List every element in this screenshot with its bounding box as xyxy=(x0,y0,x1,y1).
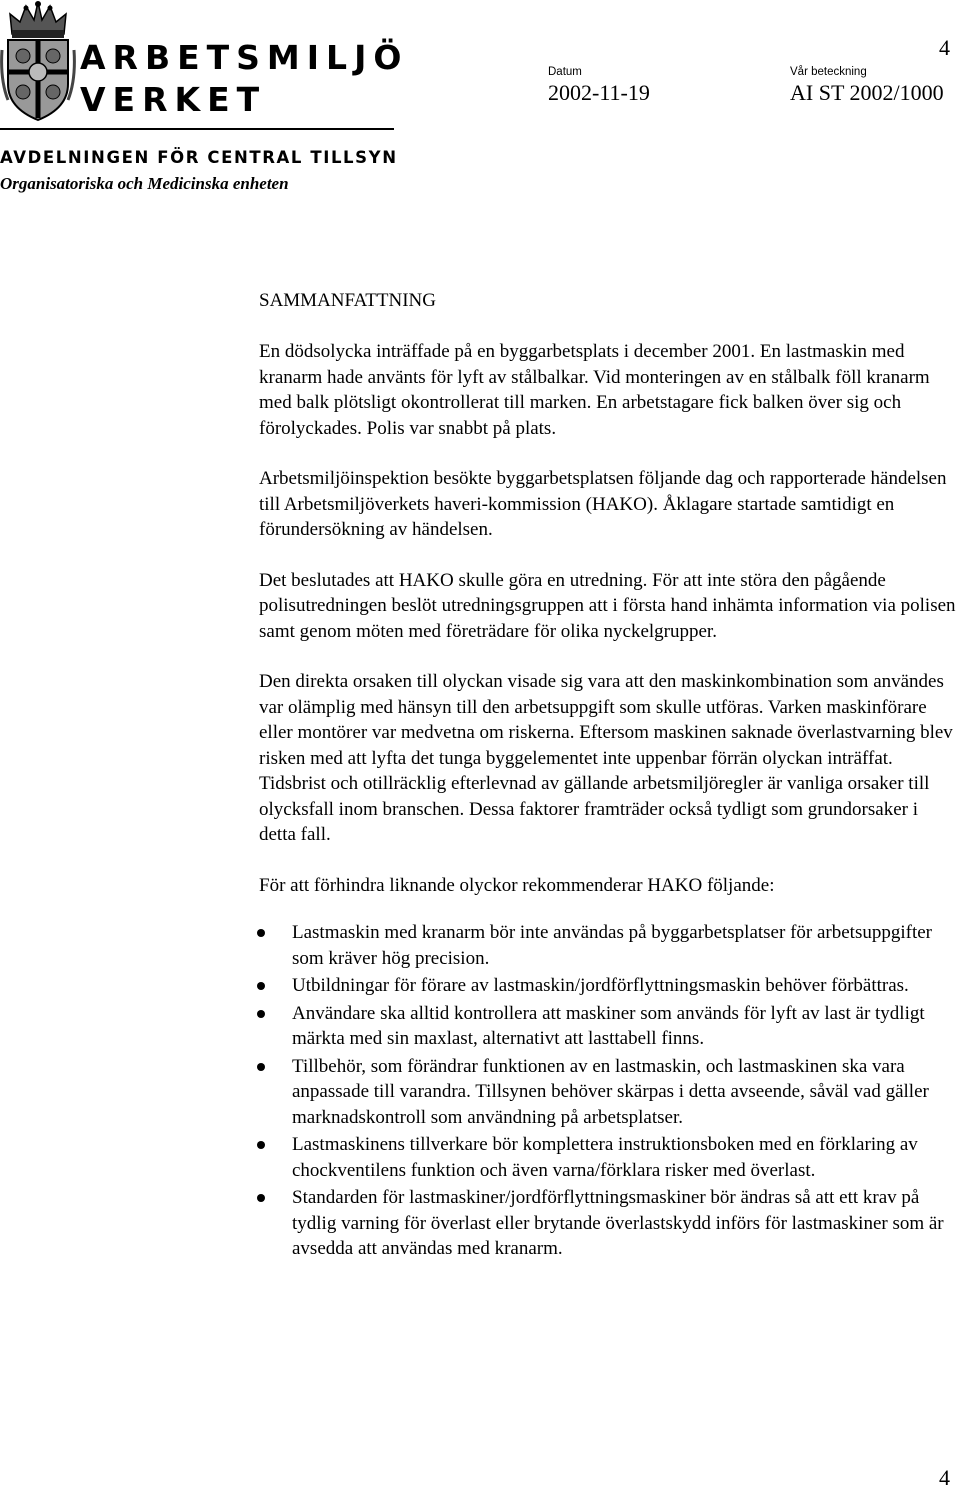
org-name-line2: VERKET xyxy=(80,80,267,119)
list-item xyxy=(259,1001,959,1052)
section-heading: SAMMANFATTNING xyxy=(259,290,436,311)
header-divider xyxy=(0,128,394,130)
bullet-icon xyxy=(257,929,265,937)
recommendation-text: Standarden för lastmaskiner/jordförflyttningsmaskiner bör ändras så att ett krav på tydlig varning för överlast eller brytande överlastskydd införs för lastmaskiner som är avsedda att användas med kranarm. xyxy=(292,1187,944,1259)
org-name-line1: ARBETSMILJÖ xyxy=(80,38,409,77)
paragraph-investigation: Det beslutades att HAKO skulle göra en utredning. För att inte störa den pågående polisutredningen beslöt utredningsgruppen att i första hand inhämta information via polisen samt genom möten med företrädare för olika nyckelgrupper. xyxy=(259,569,956,642)
list-item xyxy=(259,1132,959,1183)
recommendation-text: Lastmaskin med kranarm bör inte användas på byggarbetsplatser för arbetsuppgifter som kräver hög precision. xyxy=(292,922,932,969)
date-label: Datum xyxy=(548,66,582,78)
recommendations-list xyxy=(259,920,959,1262)
list-item xyxy=(259,920,959,971)
paragraph-incident: En dödsolycka inträffade på en byggarbetsplats i december 2001. En lastmaskin med kranarm hade använts för lyft av stålbalkar. Vid monteringen av en stålbalk föll kranarm med balk plötsligt okontrollerat till marken. En arbetstagare fick balken över sig och förolyckades. Polis var snabbt på plats. xyxy=(259,341,930,439)
recommendation-text: Användare ska alltid kontrollera att maskiner som används för lyft av last är tydligt märkta med sin maxlast, alternativt att lasttabell finns. xyxy=(292,1002,925,1049)
unit-name: Organisatoriska och Medicinska enheten xyxy=(0,174,289,193)
bullet-icon xyxy=(257,1141,265,1149)
recommendation-text: Tillbehör, som förändrar funktionen av en lastmaskin, och lastmaskinen ska vara anpassade till varandra. Tillsynen behöver skärpas i detta avseende, såväl vad gäller marknadskontroll som användning på arbetsplatser. xyxy=(292,1055,929,1128)
bullet-icon xyxy=(257,1194,265,1202)
bullet-icon xyxy=(257,1063,265,1071)
coat-of-arms-logo-icon xyxy=(0,0,76,122)
bullet-icon xyxy=(257,1010,265,1018)
paragraph-inspection: Arbetsmiljöinspektion besökte byggarbetsplatsen följande dag och rapporterade händelsen till Arbetsmiljöverkets haveri-kommission (HAKO). Åklagare startade samtidigt en förundersökning av händelsen. xyxy=(259,468,947,540)
list-item xyxy=(259,1185,959,1262)
bullet-icon xyxy=(257,982,265,990)
recommendation-text: Lastmaskinens tillverkare bör komplettera instruktionsboken med en förklaring av chockventilens funktion och även varna/förklara risker med överlast. xyxy=(292,1134,918,1181)
list-item xyxy=(259,1054,959,1131)
paragraph-recommendations-intro: För att förhindra liknande olyckor rekommenderar HAKO följande: xyxy=(259,874,775,896)
reference-value: AI ST 2002/1000 xyxy=(790,80,944,105)
page-number-top: 4 xyxy=(939,35,950,60)
list-item xyxy=(259,973,959,999)
reference-label: Vår beteckning xyxy=(790,66,867,78)
department-name: AVDELNINGEN FÖR CENTRAL TILLSYN xyxy=(0,148,398,167)
page-number-bottom: 4 xyxy=(939,1465,950,1490)
date-value: 2002-11-19 xyxy=(548,80,650,105)
document-body xyxy=(259,288,959,1264)
paragraph-cause: Den direkta orsaken till olyckan visade sig vara att den maskinkombination som användes var olämplig med hänsyn till den arbetsuppgift som skulle utföras. Varken maskinförare eller montörer var medvetna om riskerna. Eftersom maskinen saknade överlastvarning blev risken med att lyfta det tunga byggelementet inte uppenbar förrän olyckan inträffat. Tidsbrist och otillräcklig efterlevnad av gällande arbetsmiljöregler är vanliga orsaker till olycksfall inom branschen. Dessa faktorer framträder också tydligt som grundorsaker i detta fall. xyxy=(259,671,953,845)
recommendation-text: Utbildningar för förare av lastmaskin/jordförflyttningsmaskin behöver förbättras. xyxy=(292,975,909,996)
